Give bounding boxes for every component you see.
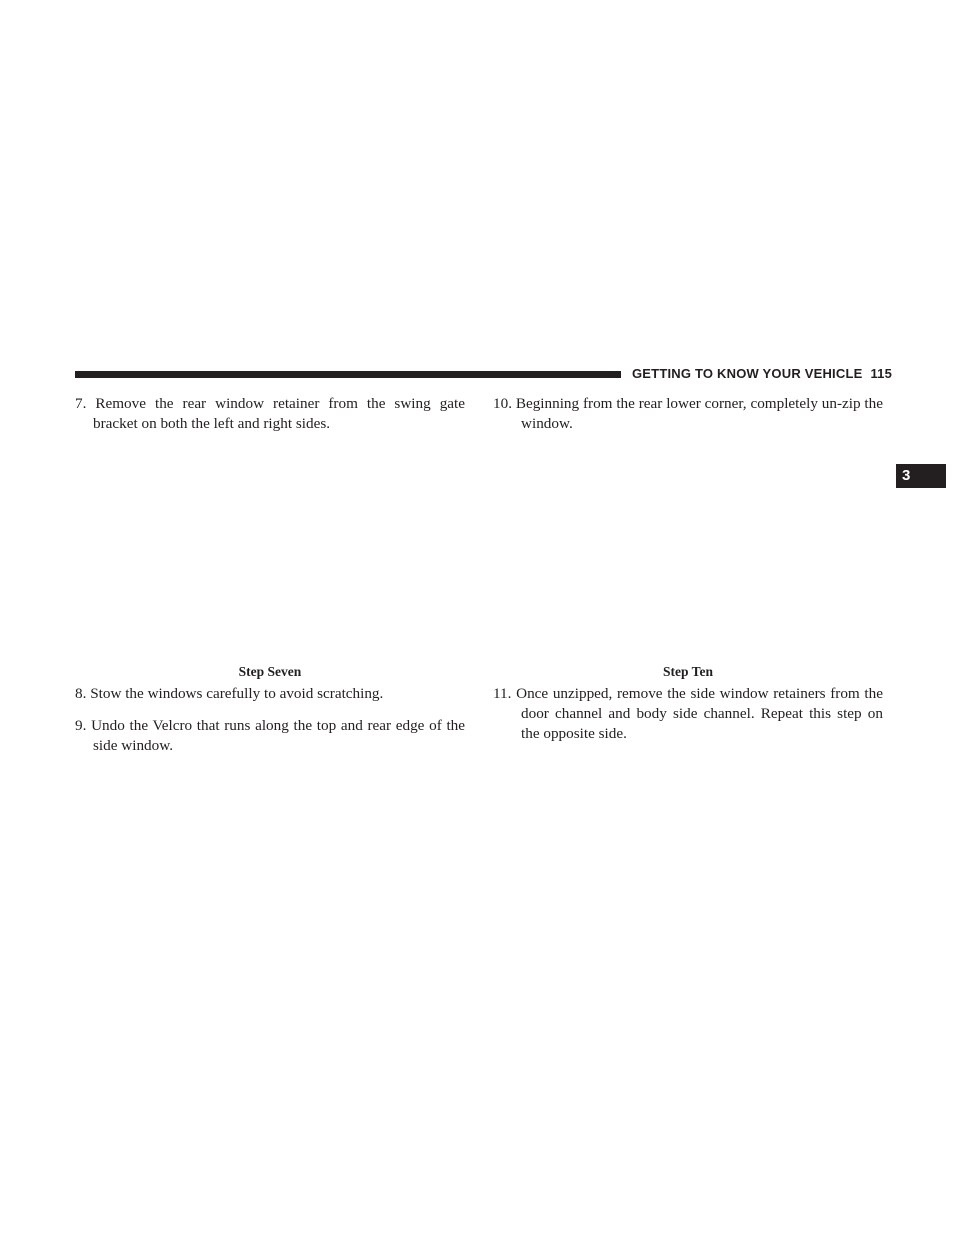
step-7: 7. Remove the rear window retainer from the swing gate bracket on both the left and right sides.	[75, 395, 465, 432]
figure-step-ten	[493, 440, 883, 655]
header-rule	[75, 371, 621, 378]
left-column-top	[75, 394, 465, 434]
figure-step-seven	[75, 440, 465, 655]
page-number: 115	[870, 366, 893, 381]
running-header	[632, 366, 892, 382]
section-title: GETTING TO KNOW YOUR VEHICLE	[632, 366, 863, 381]
right-column-top	[493, 394, 883, 434]
figure-caption-step-seven: Step Seven	[238, 664, 302, 679]
paragraph-gap	[75, 704, 465, 716]
step-8: 8. Stow the windows carefully to avoid scratching.	[75, 685, 384, 702]
step-9: 9. Undo the Velcro that runs along the top and rear edge of the side window.	[75, 717, 465, 754]
figure-caption-step-ten: Step Ten	[663, 664, 713, 679]
right-column-bottom	[493, 684, 883, 744]
left-column-bottom	[75, 684, 465, 756]
step-11: 11. Once unzipped, remove the side window retainers from the door channel and body side channel. Repeat this step on the opposite side.	[493, 685, 883, 742]
step-10: 10. Beginning from the rear lower corner, completely un-zip the window.	[493, 395, 883, 432]
chapter-tab: 3	[896, 464, 946, 488]
